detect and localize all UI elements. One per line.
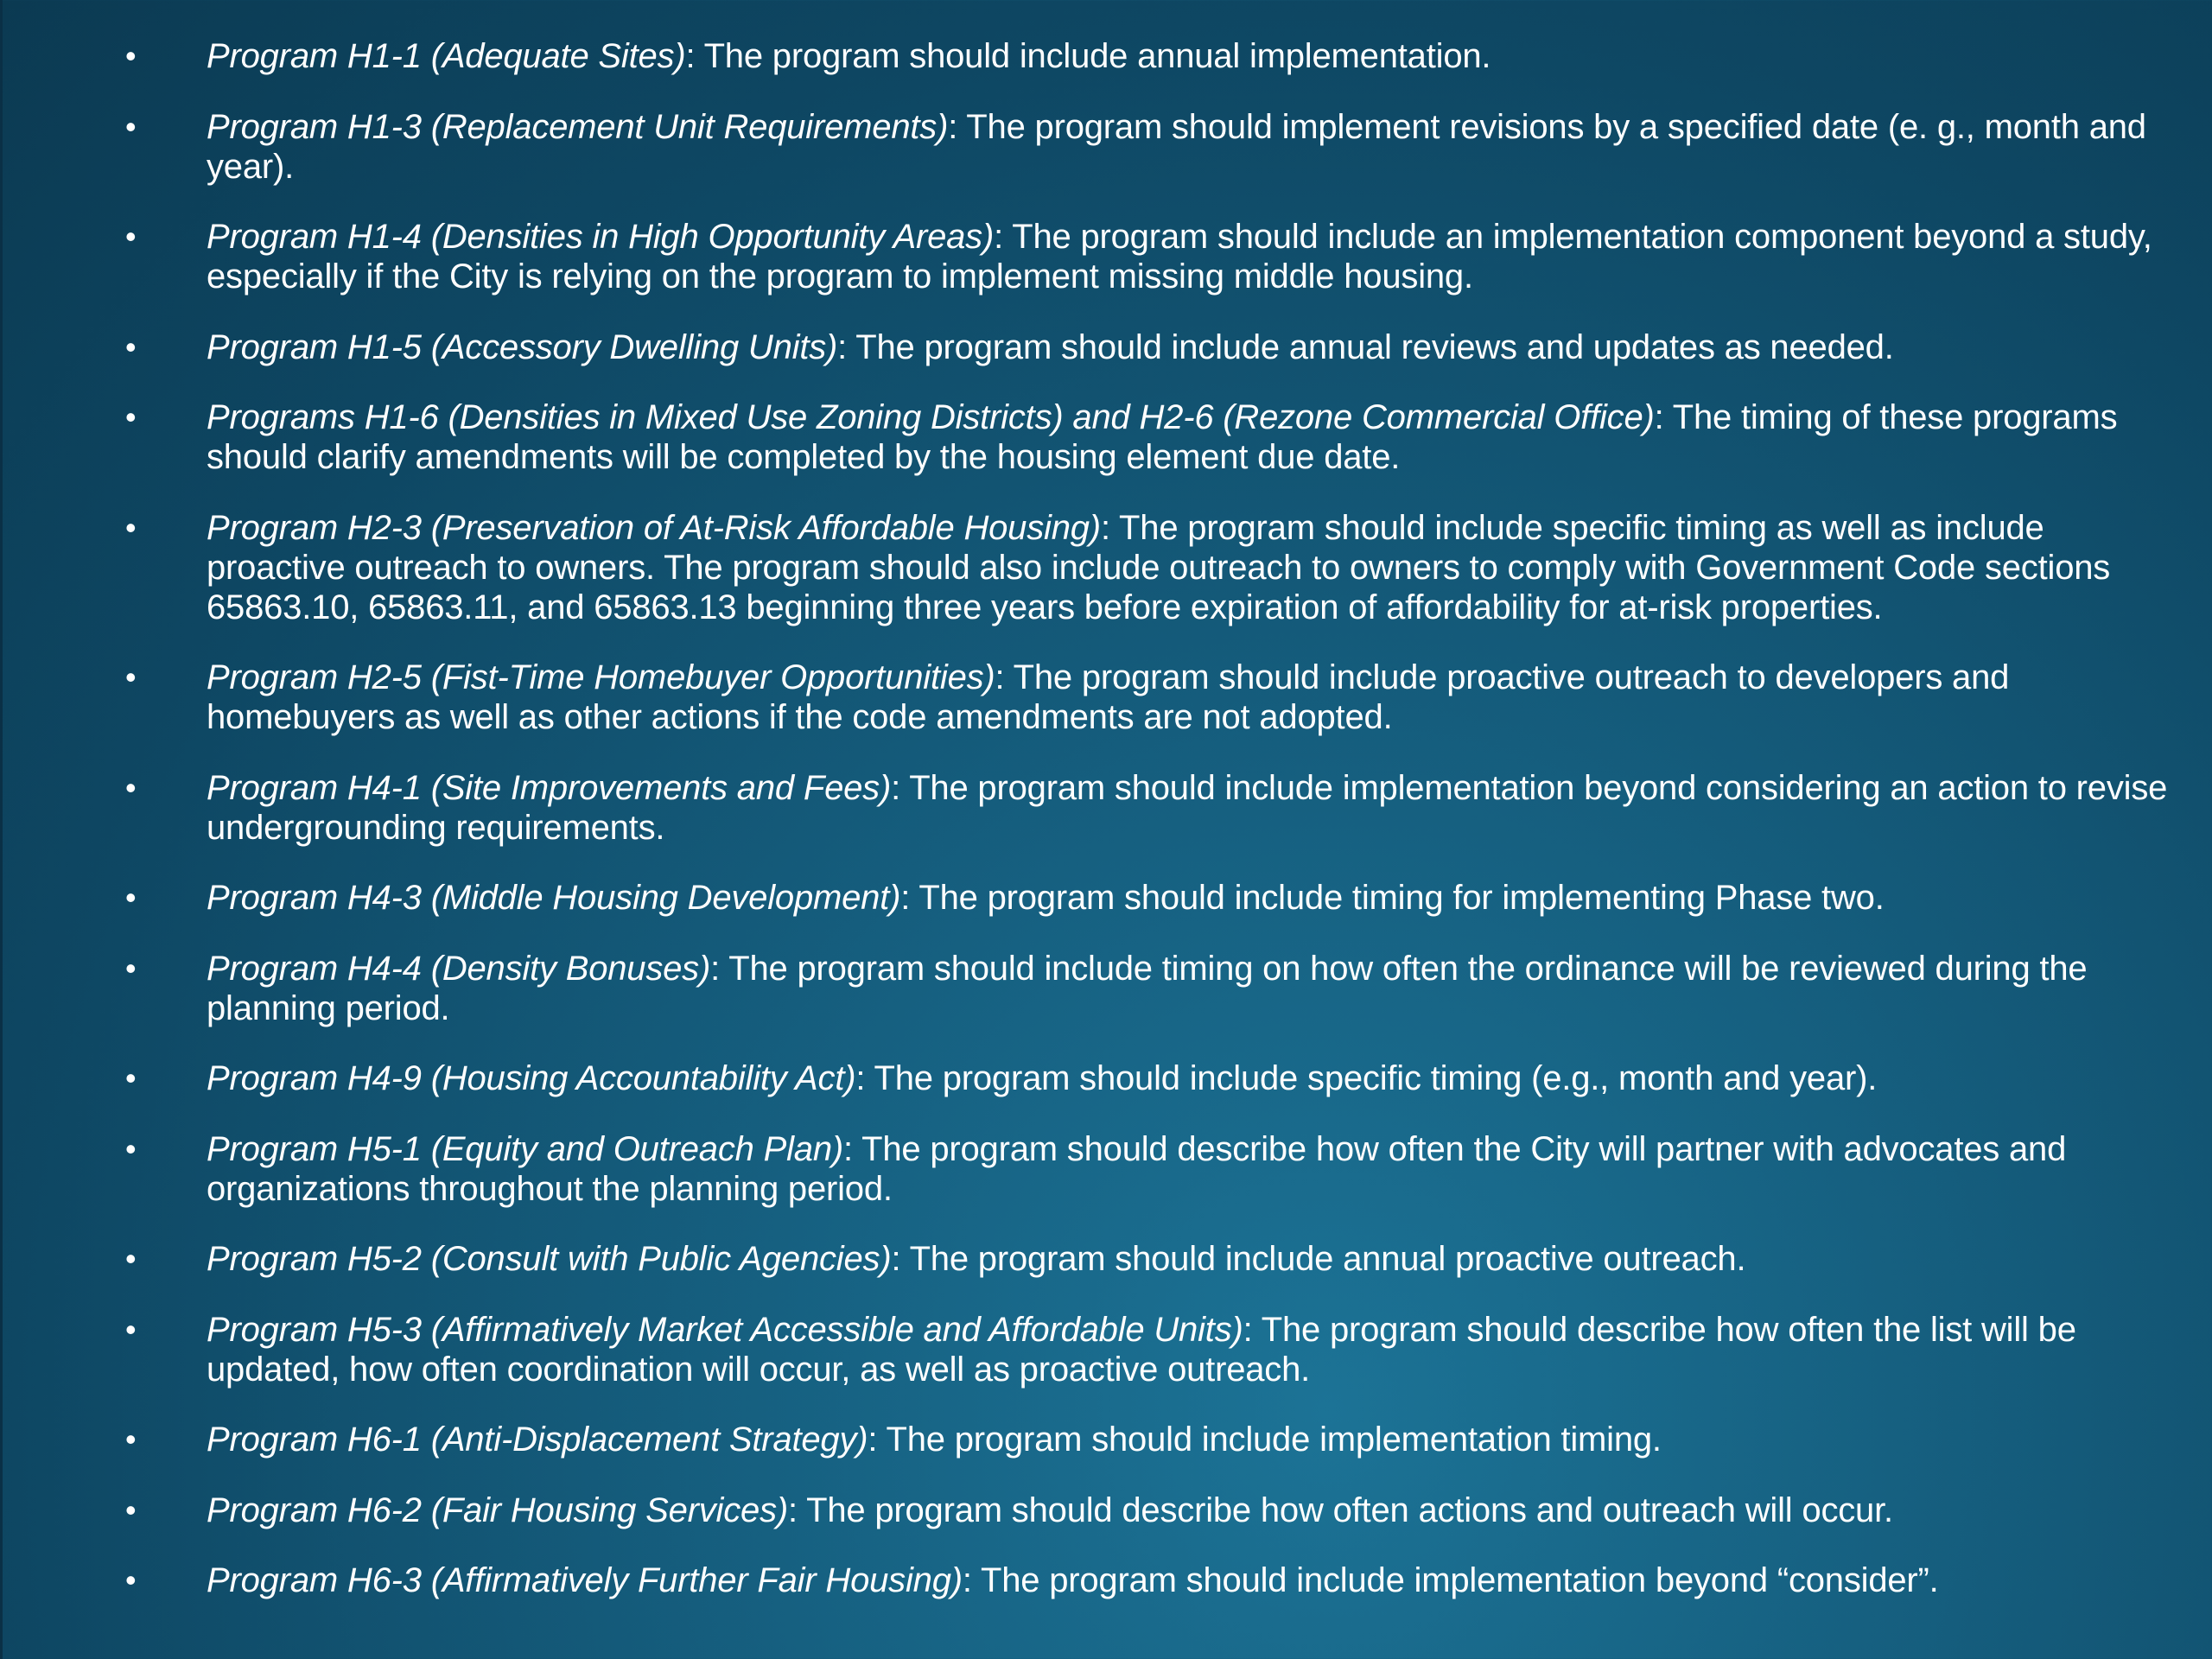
program-comment: : The program should include implementation timing.	[868, 1421, 1662, 1459]
program-name: Program H6-3 (Affirmatively Further Fair Housing)	[207, 1561, 963, 1599]
list-item	[3, 1491, 2212, 1530]
program-comment: : The program should include annual reviews and updates as needed.	[837, 327, 1894, 366]
list-item	[3, 878, 2212, 918]
bullet-icon: •	[125, 108, 137, 144]
list-item	[3, 217, 2212, 296]
program-comment: : The timing of these programs should clarify amendments will be completed by the housing element due date.	[207, 398, 2118, 476]
program-list	[3, 36, 2212, 1631]
bullet-icon: •	[125, 399, 137, 435]
program-name: Program H1-3 (Replacement Unit Requirements)	[207, 107, 949, 146]
list-item	[3, 658, 2212, 737]
list-item	[3, 1560, 2212, 1600]
program-comment: : The program should include timing for implementing Phase two.	[900, 879, 1885, 917]
list-item	[3, 36, 2212, 76]
bullet-icon: •	[125, 950, 137, 986]
program-comment: : The program should include annual proactive outreach.	[891, 1240, 1746, 1278]
list-item	[3, 768, 2212, 848]
program-comment: : The program should include annual implementation.	[685, 37, 1491, 75]
program-name: Programs H1-6 (Densities in Mixed Use Zoning Districts) and H2-6 (Rezone Commercial Office)	[207, 398, 1655, 436]
list-item	[3, 327, 2212, 367]
program-name: Program H4-1 (Site Improvements and Fees)	[207, 768, 892, 807]
list-item	[3, 397, 2212, 477]
bullet-icon: •	[125, 219, 137, 254]
program-name: Program H6-1 (Anti-Displacement Strategy)	[207, 1421, 868, 1459]
bullet-icon: •	[125, 880, 137, 915]
list-item	[3, 1310, 2212, 1389]
program-comment: : The program should describe how often the City will partner with advocates and organizations throughout the planning period.	[207, 1129, 2067, 1208]
program-comment: : The program should include specific timing (e.g., month and year).	[855, 1059, 1878, 1097]
program-comment: : The program should include proactive outreach to developers and homebuyers as well as other actions if the code amendments are not adopted.	[207, 658, 2010, 736]
bullet-icon: •	[125, 1130, 137, 1166]
list-item	[3, 107, 2212, 187]
program-name: Program H1-4 (Densities in High Opportunity Areas)	[207, 218, 995, 256]
list-item	[3, 1420, 2212, 1459]
bullet-icon: •	[125, 769, 137, 805]
bullet-icon: •	[125, 1491, 137, 1528]
program-comment: : The program should include implementation beyond considering an action to revise undergrounding requirements.	[207, 768, 2168, 847]
program-comment: : The program should include an implementation component beyond a study, especially if the City is relying on the program to implement missing middle housing.	[207, 218, 2152, 296]
program-name: Program H4-3 (Middle Housing Development)	[207, 879, 901, 917]
program-name: Program H5-1 (Equity and Outreach Plan)	[207, 1129, 843, 1168]
bullet-icon: •	[125, 1421, 137, 1457]
bullet-icon: •	[125, 659, 137, 695]
bullet-icon: •	[125, 328, 137, 365]
program-name: Program H4-9 (Housing Accountability Act)	[207, 1059, 856, 1097]
program-comment: : The program should describe how often actions and outreach will occur.	[788, 1491, 1893, 1529]
program-name: Program H2-5 (Fist-Time Homebuyer Opportunities)	[207, 658, 995, 696]
bullet-icon: •	[125, 1060, 137, 1096]
program-name: Program H1-5 (Accessory Dwelling Units)	[207, 327, 838, 366]
bullet-icon: •	[125, 1241, 137, 1276]
program-name: Program H5-3 (Affirmatively Market Accessible and Affordable Units)	[207, 1310, 1243, 1349]
bullet-icon: •	[125, 509, 137, 545]
list-item	[3, 1058, 2212, 1098]
bullet-icon: •	[125, 38, 137, 73]
list-item	[3, 1239, 2212, 1279]
program-name: Program H5-2 (Consult with Public Agencies)	[207, 1240, 892, 1278]
list-item	[3, 1129, 2212, 1209]
program-name: Program H1-1 (Adequate Sites)	[207, 37, 686, 75]
bullet-icon: •	[125, 1311, 137, 1347]
program-name: Program H6-2 (Fair Housing Services)	[207, 1491, 788, 1529]
program-comment: : The program should include implementation beyond “consider”.	[962, 1561, 1939, 1599]
program-comment: : The program should include specific timing as well as include proactive outreach to owners. The program should also include outreach to owners to comply with Government Code sections 65863.10, 65863.11, and 65863.13 beginning three years before expiration of affordability for at-risk properties.	[207, 508, 2111, 626]
list-item	[3, 949, 2212, 1028]
program-name: Program H2-3 (Preservation of At-Risk Affordable Housing)	[207, 508, 1101, 547]
program-name: Program H4-4 (Density Bonuses)	[207, 949, 711, 988]
program-comment: : The program should include timing on how often the ordinance will be reviewed during the planning period.	[207, 949, 2088, 1027]
program-comment: : The program should describe how often the list will be updated, how often coordination will occur, as well as proactive outreach.	[207, 1310, 2076, 1389]
bullet-icon: •	[125, 1562, 137, 1598]
list-item	[3, 508, 2212, 627]
program-comment: : The program should implement revisions by a specified date (e. g., month and year).	[207, 107, 2146, 186]
